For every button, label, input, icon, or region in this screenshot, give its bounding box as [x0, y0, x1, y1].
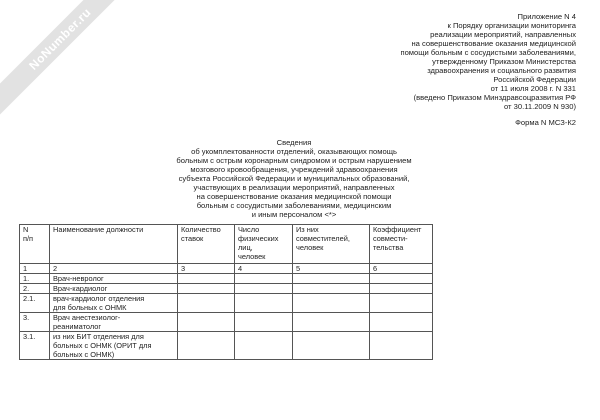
header-text: Из них	[296, 225, 319, 234]
table-row	[20, 284, 433, 294]
cell-part-timers[interactable]	[293, 274, 370, 284]
form-label: Форма N МСЗ-К2	[515, 118, 576, 127]
header-text: человек	[238, 252, 266, 261]
name-line: больных с ОНМК)	[53, 350, 115, 359]
header-text: N	[23, 225, 29, 234]
cell-coefficient[interactable]	[370, 284, 433, 294]
index-cell: 5	[293, 264, 370, 274]
header-cell-coefficient	[370, 225, 433, 264]
title-line: участвующих в реализации мероприятий, направленных	[193, 183, 395, 192]
cell-part-timers[interactable]	[293, 313, 370, 332]
table-row	[20, 313, 433, 332]
appendix-line: Приложение N 4	[517, 12, 576, 21]
row-position-name	[50, 332, 178, 360]
header-text: Число	[238, 225, 260, 234]
cell-coefficient[interactable]	[370, 294, 433, 313]
index-cell: 4	[235, 264, 293, 274]
table-row	[20, 274, 433, 284]
header-cell-persons	[235, 225, 293, 264]
cell-rates[interactable]	[178, 294, 235, 313]
header-cell-position	[50, 225, 178, 264]
row-position-name	[50, 313, 178, 332]
name-line: врач-кардиолог отделения	[53, 294, 145, 303]
header-cell-rates	[178, 225, 235, 264]
header-text: Коэффициент	[373, 225, 422, 234]
table-header-row	[20, 225, 433, 264]
appendix-line: утвержденному Приказом Министерства	[432, 57, 576, 66]
title-line: на совершенствование оказания медицинской помощи	[196, 192, 392, 201]
cell-coefficient[interactable]	[370, 274, 433, 284]
cell-rates[interactable]	[178, 274, 235, 284]
row-position-name	[50, 284, 178, 294]
index-cell: 2	[50, 264, 178, 274]
cell-persons[interactable]	[235, 274, 293, 284]
header-text: ставок	[181, 234, 204, 243]
header-text: п/п	[23, 234, 34, 243]
cell-persons[interactable]	[235, 284, 293, 294]
row-number: 2.1.	[20, 294, 50, 313]
cell-part-timers[interactable]	[293, 332, 370, 360]
cell-persons[interactable]	[235, 313, 293, 332]
header-text: совмести-	[373, 234, 408, 243]
cell-persons[interactable]	[235, 332, 293, 360]
index-cell: 1	[20, 264, 50, 274]
index-cell: 6	[370, 264, 433, 274]
header-text: лиц,	[238, 243, 253, 252]
row-number: 1.	[20, 274, 50, 284]
row-number: 3.	[20, 313, 50, 332]
cell-coefficient[interactable]	[370, 332, 433, 360]
name-line: для больных с ОНМК	[53, 303, 127, 312]
appendix-line: реализации мероприятий, направленных	[430, 30, 576, 39]
appendix-line: от 30.11.2009 N 930)	[504, 102, 576, 111]
header-text: человек	[296, 243, 324, 252]
appendix-line: на совершенствование оказания медицинской	[411, 39, 576, 48]
title-line: больным с острым коронарным синдромом и острым нарушением	[176, 156, 412, 165]
name-line: больных с ОНМК (ОРИТ для	[53, 341, 152, 350]
appendix-header	[400, 12, 576, 111]
name-line: реаниматолог	[53, 322, 102, 331]
row-number: 2.	[20, 284, 50, 294]
header-text: Количество	[181, 225, 221, 234]
header-cell-part-timers	[293, 225, 370, 264]
cell-part-timers[interactable]	[293, 294, 370, 313]
table-row	[20, 294, 433, 313]
cell-rates[interactable]	[178, 332, 235, 360]
title-line: субъекта Российской Федерации и муниципальных образований,	[178, 174, 410, 183]
cell-rates[interactable]	[178, 313, 235, 332]
cell-rates[interactable]	[178, 284, 235, 294]
title-line: и иным персоналом <*>	[251, 210, 337, 219]
cell-persons[interactable]	[235, 294, 293, 313]
column-index-row	[20, 264, 433, 274]
appendix-line: к Порядку организации мониторинга	[447, 21, 576, 30]
appendix-line: (введено Приказом Минздравсоцразвития РФ	[413, 93, 576, 102]
title-line: мозгового кровообращения, учреждений здравоохранения	[190, 165, 398, 174]
cell-part-timers[interactable]	[293, 284, 370, 294]
header-text: совместителей,	[296, 234, 350, 243]
appendix-line: Российской Федерации	[493, 75, 576, 84]
name-line: Врач-невролог	[53, 274, 104, 283]
title-line: об укомплектованности отделений, оказывающих помощь	[191, 147, 397, 156]
name-line: из них БИТ отделения для	[53, 332, 144, 341]
header-text: физических	[238, 234, 279, 243]
cell-coefficient[interactable]	[370, 313, 433, 332]
row-position-name	[50, 274, 178, 284]
appendix-line: помощи больным с сосудистыми заболеваниями,	[400, 48, 576, 57]
title-line: больным с сосудистыми заболеваниями, медицинским	[196, 201, 392, 210]
title-line: Сведения	[276, 138, 312, 147]
header-text: Наименование должности	[53, 225, 144, 234]
index-cell: 3	[178, 264, 235, 274]
name-line: Врач-кардиолог	[53, 284, 108, 293]
watermark-banner: NoNumber.ru	[0, 0, 138, 117]
staffing-table	[19, 224, 433, 360]
name-line: Врач анестезиолог-	[53, 313, 121, 322]
row-position-name	[50, 294, 178, 313]
header-cell-num	[20, 225, 50, 264]
row-number: 3.1.	[20, 332, 50, 360]
document-title	[0, 138, 600, 219]
appendix-line: от 11 июля 2008 г. N 331	[490, 84, 576, 93]
header-text: тельства	[373, 243, 404, 252]
table-row	[20, 332, 433, 360]
appendix-line: здравоохранения и социального развития	[427, 66, 576, 75]
